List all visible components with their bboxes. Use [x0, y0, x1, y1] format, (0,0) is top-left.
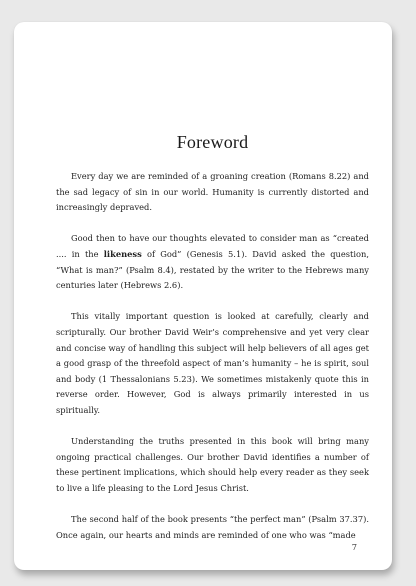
paragraph-2-text-before: Good then to have our thoughts elevated to consider man as “created .... in the	[56, 233, 369, 259]
paragraph-2-bold-word: likeness	[103, 248, 142, 259]
paragraph-4: Understanding the truths presented in this book will bring many ongoing practical challenges. Our brother David identifies a number of these pertinent implications, which should help every reader as they seek to live a life pleasing to the Lord Jesus Christ.	[56, 436, 369, 493]
page-title: Foreword	[176, 132, 249, 152]
paragraph-2	[56, 231, 369, 293]
page-number: 7	[351, 542, 357, 552]
paragraph-1: Every day we are reminded of a groaning creation (Romans 8.22) and the sad legacy of sin in our world. Humanity is currently distorted and increasingly depraved.	[56, 171, 369, 213]
book-page	[14, 22, 392, 570]
paragraph-5: The second half of the book presents “the perfect man” (Psalm 37.37). Once again, our hearts and minds are reminded of one who was “made	[56, 514, 369, 540]
paragraph-2-text-after: of God” (Genesis 5.1). David asked the question, “What is man?” (Psalm 8.4), restated by the writer to the Hebrews many centuries later (Hebrews 2.6).	[56, 248, 370, 291]
paragraph-3: This vitally important question is looked at carefully, clearly and scripturally. Our brother David Weir’s comprehensive and yet very clear and concise way of handling this subject will help believers of all ages get a good grasp of the threefold aspect of man’s humanity – he is spirit, soul and body (1 Thessalonians 5.23). We sometimes mistakenly quote this in reverse order. However, God is always primarily interested in us spiritually.	[56, 311, 369, 415]
page-content	[56, 132, 369, 559]
